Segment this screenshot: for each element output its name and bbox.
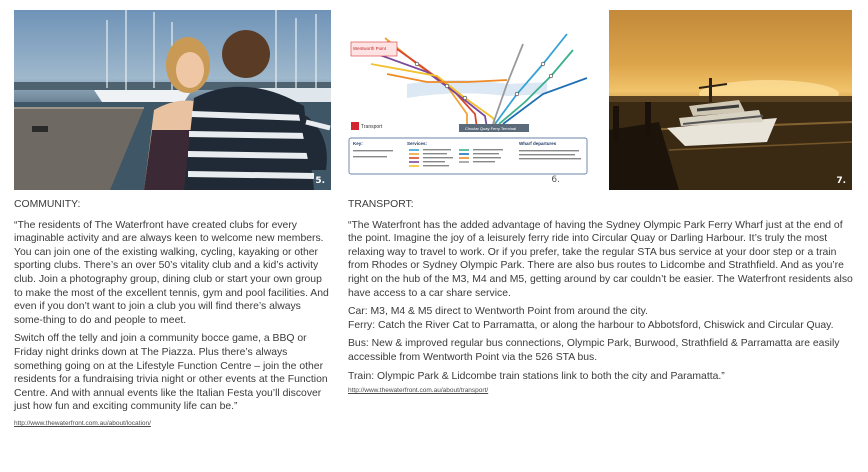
transport-map (347, 24, 590, 187)
community-paragraph: “The residents of The Waterfront have created clubs for every imaginable activity and are always keen to welcome new members. You can join one of the existing walking, cycling, kayaking or other sporting clubs. There’s an over 50’s vitality club and a kid’s activity club. Join a photography group, dining club or start your own group to make the most of the excellent tennis, gym and pool facilities. And even if you don’t want to join a club you will find there’s always some-thing to do and people to meet. (14, 219, 329, 326)
photo-number: 6. (551, 175, 560, 185)
transport-section (348, 198, 853, 395)
transport-paragraph: “The Waterfront has the added advantage of having the Sydney Olympic Park Ferry Wharf just at the end of the point. Imagine the joy of a leisurely ferry ride into Circular Quay or Darling Harbour. It’s truly the most relaxing way to travel to work. Or if you prefer, take the regular STA bus service at your door step or a train from Rhodes or Sydney Olympic Park. There are also bus routes to Lidcombe and Strathfield. And as you’re right on the hub of the M3, M4 and M5, getting around by car couldn’t be easier. The Waterfront residents also have access to a car share service. (348, 219, 853, 299)
map-point-label: Wentworth Point (353, 46, 386, 51)
map-terminal-label: Circular Quay Ferry Terminal (465, 126, 517, 131)
community-paragraph: Switch off the telly and join a community bocce game, a BBQ or Friday night drinks down at The Piazza. Plus there’s always something going on at the Lifestyle Function Centre – join the other residents for a fundraising trivia night or other events at the Function Centre. And with annual events like the Italian Festa you’ll discover just how fun and exciting community life can be.” (14, 333, 328, 413)
transport-heading: TRANSPORT: (348, 199, 414, 210)
map-wharf-title: Wharf departures (519, 141, 557, 146)
community-section (14, 198, 332, 428)
transport-paragraph: Bus: New & improved regular bus connections, Olympic Park, Burwood, Strathfield & Parramatta are easily accessible from Wentworth Point via the 526 STA bus. (348, 338, 840, 363)
yacht-photo-art (609, 10, 852, 190)
map-brand: Transport (361, 124, 383, 130)
network-map-art (347, 24, 590, 187)
map-key-title: Key: (353, 141, 363, 146)
photo-number: 7. (836, 176, 846, 186)
community-heading: COMMUNITY: (14, 199, 81, 210)
photo-number: 5. (315, 176, 325, 186)
yacht-photo (609, 10, 852, 190)
transport-source-link[interactable]: http://www.thewaterfront.com.au/about/transport/ (348, 387, 489, 395)
map-services-title: Services: (407, 141, 428, 146)
transport-paragraph: Car: M3, M4 & M5 direct to Wentworth Point from around the city. Ferry: Catch the River Cat to Parramatta, or along the harbour to Abbotsford, Chiswick and Circular Quay. (348, 306, 834, 331)
transport-paragraph: Train: Olympic Park & Lidcombe train stations link to both the city and Paramatta.” (348, 370, 725, 382)
community-photo-art (14, 10, 331, 190)
community-source-link[interactable]: http://www.thewaterfront.com.au/about/location/ (14, 419, 151, 427)
community-photo (14, 10, 331, 190)
